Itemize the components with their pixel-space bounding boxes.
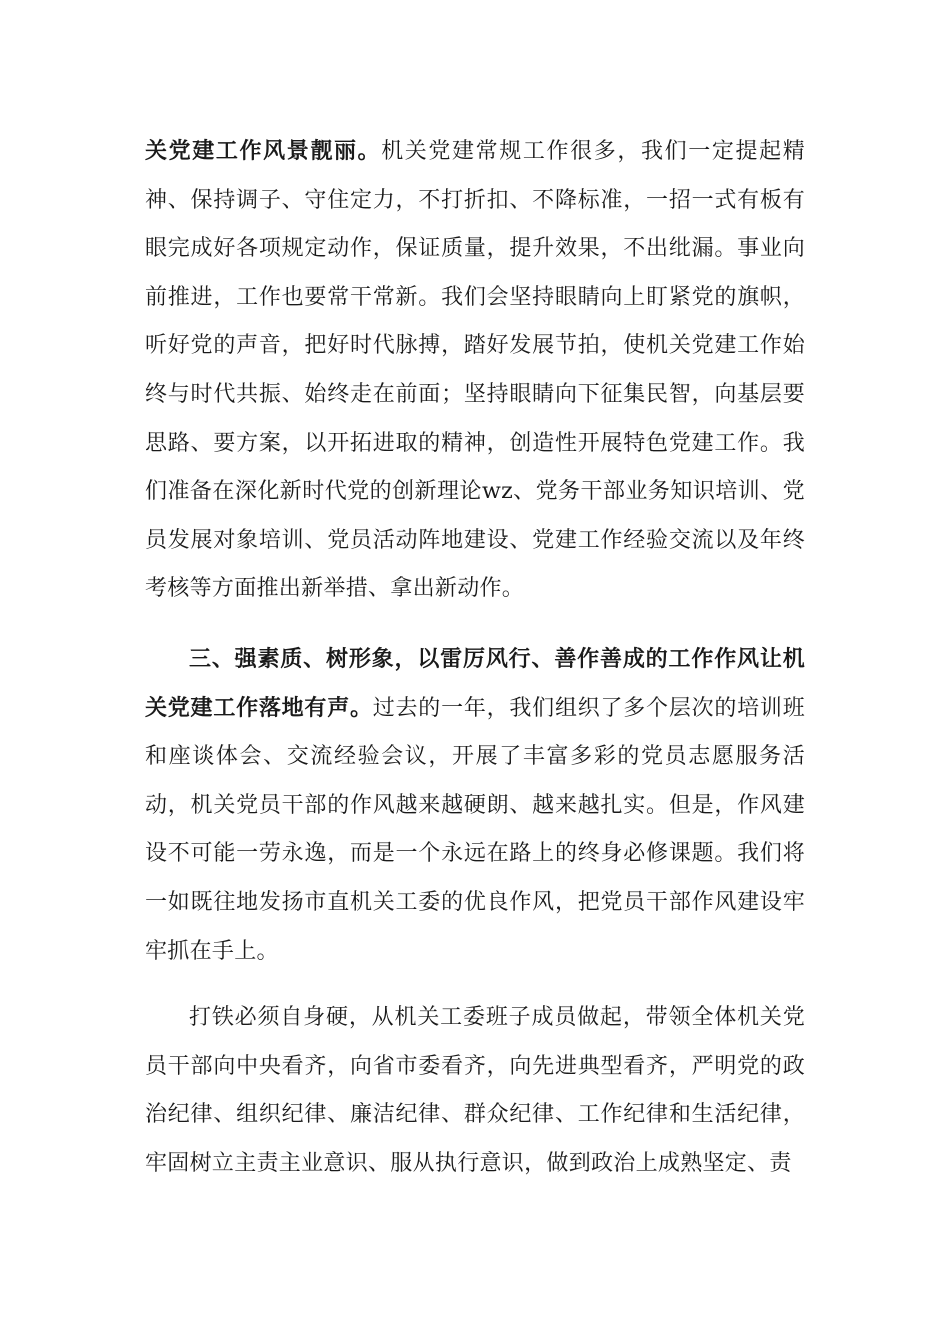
paragraph-final xyxy=(145,994,805,1188)
paragraph-body: 打铁必须自身硬，从机关工委班子成员做起，带领全体机关党员干部向中央看齐，向省市委看齐，向先进典型看齐，严明党的政治纪律、组织纪律、廉洁纪律、群众纪律、工作纪律和生活纪律，牢固树立主责主业意识、服从执行意识，做到政治上成熟坚定、责 xyxy=(145,1005,805,1176)
paragraph-lead-bold: 关党建工作风景靓丽。 xyxy=(145,139,382,164)
paragraph-section-three xyxy=(145,636,805,976)
paragraph-body: 过去的一年，我们组织了多个层次的培训班和座谈体会、交流经验会议，开展了丰富多彩的党员志愿服务活动，机关党员干部的作风越来越硬朗、越来越扎实。但是，作风建设不可能一劳永逸，而是一个永远在路上的终身必修课题。我们将一如既往地发扬市直机关工委的优良作风，把党员干部作风建设牢牢抓在手上。 xyxy=(145,695,805,964)
paragraph-body: 机关党建常规工作很多，我们一定提起精神、保持调子、守住定力，不打折扣、不降标准，一招一式有板有眼完成好各项规定动作，保证质量，提升效果，不出纰漏。事业向前推进，工作也要常干常新。我们会坚持眼睛向上盯紧党的旗帜，听好党的声音，把好时代脉搏，踏好发展节拍，使机关党建工作始终与时代共振、始终走在前面；坚持眼睛向下征集民智，向基层要思路、要方案，以开拓进取的精神，创造性开展特色党建工作。我们准备在深化新时代党的创新理论wz、党务干部业务知识培训、党员发展对象培训、党员活动阵地建设、党建工作经验交流以及年终考核等方面推出新举措、拿出新动作。 xyxy=(145,139,805,602)
section-heading-bold: 三、强素质、树形象，以雷厉风行、善作善成的工作作风让机关党建工作落地有声。 xyxy=(145,647,805,721)
paragraph-continuation xyxy=(145,128,805,614)
